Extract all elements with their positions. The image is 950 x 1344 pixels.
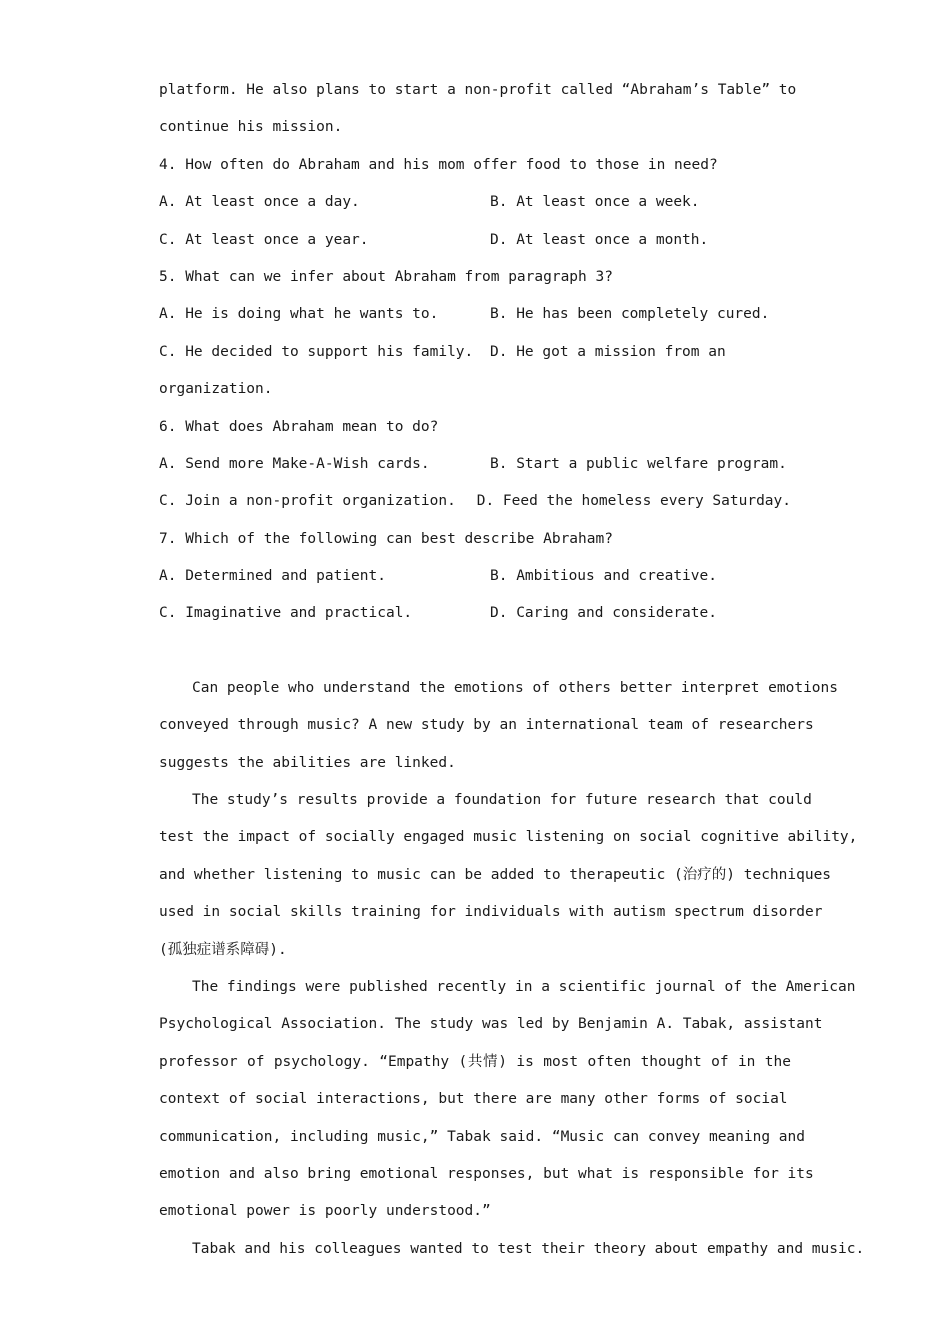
option-row: [159, 446, 791, 483]
question-stem: 4. How often do Abraham and his mom offer food to those in need?: [159, 156, 718, 173]
text-line: Psychological Association. The study was led by Benjamin A. Tabak, assistant: [159, 1016, 823, 1033]
text-line: context of social interactions, but there are many other forms of social: [159, 1091, 788, 1108]
text-line: The study’s results provide a foundation for future research that could: [192, 792, 812, 809]
option-row: [159, 595, 791, 632]
option-d: D. Feed the homeless every Saturday.: [476, 493, 791, 510]
option-d: D. He got a mission from an: [490, 343, 726, 360]
document-page: [159, 72, 865, 1268]
new-passage: [159, 670, 865, 1268]
option-d: D. Caring and considerate.: [490, 605, 717, 622]
paragraph-1: [159, 670, 839, 782]
option-a: A. Determined and patient.: [159, 568, 386, 585]
option-c: C. Imaginative and practical.: [159, 605, 413, 622]
option-b: B. Start a public welfare program.: [490, 455, 787, 472]
paragraph-3: [159, 969, 856, 1231]
option-row: [159, 296, 791, 333]
option-b: B. He has been completely cured.: [490, 306, 770, 323]
option-c: C. At least once a year.: [159, 231, 369, 248]
option-c: C. Join a non-profit organization.: [159, 493, 456, 510]
text-line: suggests the abilities are linked.: [159, 754, 456, 771]
option-row: [159, 184, 791, 221]
option-row: [159, 483, 791, 520]
text-line: emotion and also bring emotional responses, but what is responsible for its: [159, 1165, 814, 1182]
text-line: The findings were published recently in a scientific journal of the American: [192, 978, 856, 995]
question-7: [159, 521, 791, 633]
text-line: continue his mission.: [159, 119, 343, 136]
question-stem: 6. What does Abraham mean to do?: [159, 418, 439, 435]
text-line: professor of psychology. “Empathy (共情) is most often thought of in the: [159, 1053, 791, 1070]
option-b: B. At least once a week.: [490, 194, 700, 211]
option-a: A. Send more Make-A-Wish cards.: [159, 455, 430, 472]
option-b: B. Ambitious and creative.: [490, 568, 717, 585]
question-4: [159, 147, 791, 259]
option-d: D. At least once a month.: [490, 231, 709, 248]
text-line: emotional power is poorly understood.”: [159, 1203, 491, 1220]
text-line: Tabak and his colleagues wanted to test their theory about empathy and music.: [192, 1240, 865, 1257]
question-stem: 5. What can we infer about Abraham from paragraph 3?: [159, 268, 613, 285]
option-row: [159, 334, 791, 371]
section-gap: [159, 633, 791, 670]
question-stem: 7. Which of the following can best describe Abraham?: [159, 530, 613, 547]
paragraph-4: [159, 1231, 865, 1268]
text-line: platform. He also plans to start a non-profit called “Abraham’s Table” to: [159, 82, 797, 98]
option-c: C. He decided to support his family.: [159, 343, 474, 360]
question-6: [159, 409, 791, 521]
text-line: Can people who understand the emotions of others better interpret emotions: [192, 679, 839, 696]
text-line: (孤独症谱系障碍).: [159, 941, 287, 958]
text-line: test the impact of socially engaged music listening on social cognitive ability,: [159, 829, 858, 846]
option-d-continuation: organization.: [159, 381, 273, 398]
option-row: [159, 222, 791, 259]
option-row: [159, 558, 791, 595]
passage-tail: [159, 72, 797, 147]
option-a: A. He is doing what he wants to.: [159, 306, 439, 323]
text-line: communication, including music,” Tabak said. “Music can convey meaning and: [159, 1128, 806, 1145]
option-a: A. At least once a day.: [159, 194, 360, 211]
paragraph-2: [159, 782, 858, 969]
text-line: used in social skills training for individuals with autism spectrum disorder: [159, 904, 823, 921]
text-line: and whether listening to music can be added to therapeutic (治疗的) techniques: [159, 866, 832, 883]
text-line: conveyed through music? A new study by an international team of researchers: [159, 717, 814, 734]
question-5: [159, 259, 791, 409]
